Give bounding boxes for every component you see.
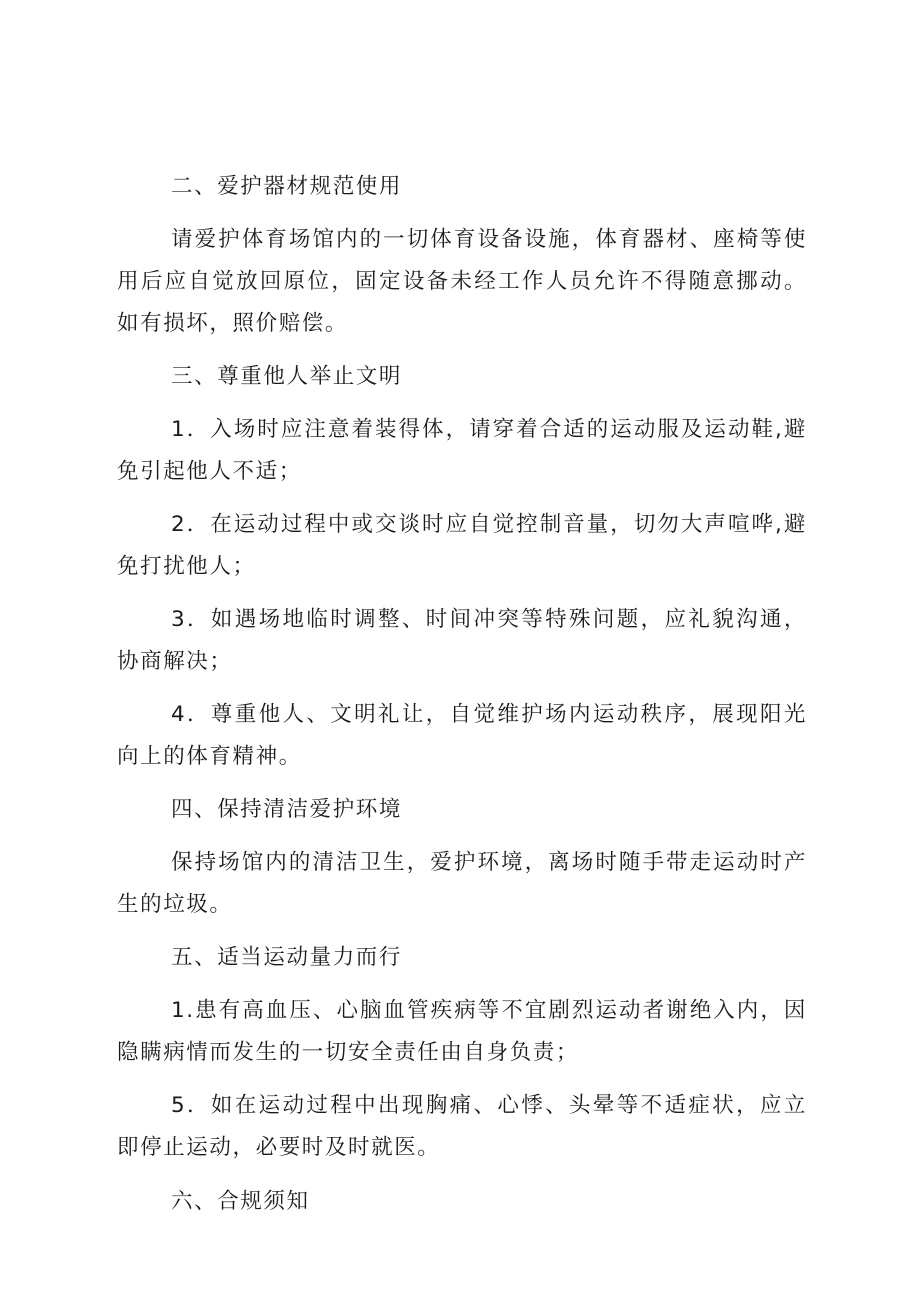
section-heading-3: 三、尊重他人举止文明 <box>171 364 403 389</box>
paragraph-health-condition: 1.患有高血压、心脑血管疾病等不宜剧烈运动者谢绝入内，因隐瞒病情而发生的一切安全责任由自身负责； <box>117 998 807 1065</box>
section-heading-5: 五、适当运动量力而行 <box>171 945 403 970</box>
paragraph-item-3-communication: 3．如遇场地临时调整、时间冲突等特殊问题，应礼貌沟通，协商解决； <box>117 607 807 674</box>
document-body <box>117 166 807 1234</box>
paragraph-cleanliness: 保持场馆内的清洁卫生，爱护环境，离场时随手带走运动时产生的垃圾。 <box>117 850 807 917</box>
paragraph-item-2-volume: 2．在运动过程中或交谈时应自觉控制音量，切勿大声喧哗,避免打扰他人； <box>117 512 807 579</box>
section-heading-2: 二、爱护器材规范使用 <box>171 174 403 199</box>
paragraph-equipment-care: 请爱护体育场馆内的一切体育设备设施，体育器材、座椅等使用后应自觉放回原位，固定设备未经工作人员允许不得随意挪动。如有损坏，照价赔偿。 <box>117 227 807 336</box>
paragraph-item-4-respect: 4．尊重他人、文明礼让，自觉维护场内运动秩序，展现阳光向上的体育精神。 <box>117 702 807 769</box>
section-heading-4: 四、保持清洁爱护环境 <box>171 797 403 822</box>
paragraph-item-1-attire: 1．入场时应注意着装得体，请穿着合适的运动服及运动鞋,避免引起他人不适； <box>117 417 807 484</box>
paragraph-discomfort: 5．如在运动过程中出现胸痛、心悸、头晕等不适症状，应立即停止运动，必要时及时就医。 <box>117 1093 807 1160</box>
section-heading-6: 六、合规须知 <box>171 1189 310 1214</box>
